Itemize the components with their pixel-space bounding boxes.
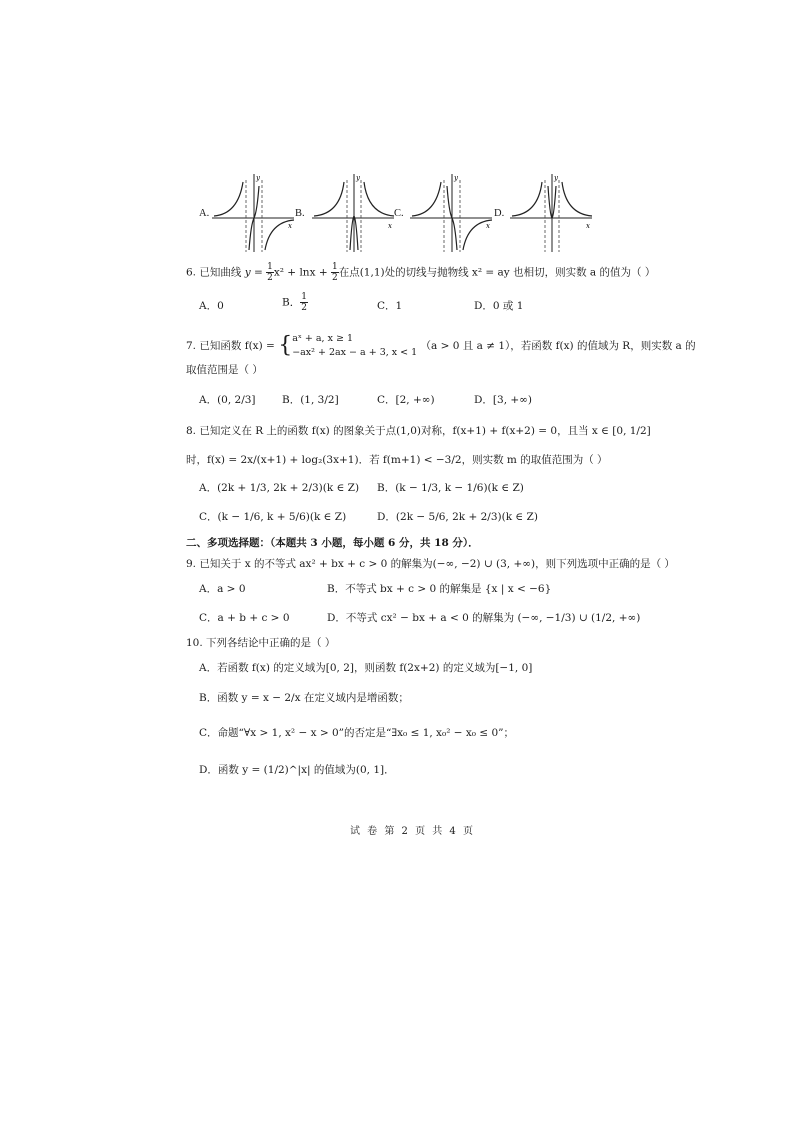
q6-rest: 在点(1,1)处的切线与抛物线 x² = ay 也相切，则实数 a 的值为（ ）	[338, 266, 656, 279]
graph-c-y: y	[454, 174, 458, 182]
q8-option-a: A．(2k + 1/3, 2k + 2/3)(k ∈ Z)	[199, 482, 360, 494]
q6-frac1: $\frac{1}{2}$	[267, 262, 273, 283]
graph-d-y: y	[554, 174, 558, 182]
graph-b-y: y	[356, 174, 360, 182]
graph-label-d: D.	[494, 208, 505, 219]
q9-stem: 9. 已知关于 x 的不等式 ax² + bx + c > 0 的解集为(−∞, −2) ∪ (3, +∞)，则下列选项中正确的是（ ）	[186, 558, 675, 570]
q10-stem: 10. 下列各结论中正确的是（ ）	[186, 637, 336, 649]
q7-prefix: 7. 已知函数 f(x) =	[186, 340, 275, 352]
q7-rest: （a > 0 且 a ≠ 1），若函数 f(x) 的值域为 R，则实数 a 的	[420, 340, 696, 352]
q7-stem: 7. 已知函数 f(x) = { aˣ + a, x ≥ 1 −ax² + 2ax − a + 3, x < 1 （a > 0 且 a ≠ 1），若函数 f(x) 的值域为 R，则实数 a 的	[186, 333, 696, 358]
q6-frac2: $\frac{1}{2}$	[331, 262, 338, 283]
q7-option-b: B．(1, 3/2]	[282, 394, 339, 406]
graph-label-a: A.	[199, 208, 210, 219]
q6-option-d: D．0 或 1	[474, 300, 524, 312]
graph-a-y: y	[256, 174, 260, 182]
q7-case1: aˣ + a, x ≥ 1	[292, 333, 353, 344]
graph-label-b: B.	[295, 208, 305, 219]
graph-b	[310, 172, 396, 254]
q6-mid: x² + lnx +	[273, 266, 331, 279]
q7-option-c: C．[2, +∞)	[377, 394, 435, 406]
q9-option-d: D．不等式 cx² − bx + a < 0 的解集为 (−∞, −1/3) ∪ (1/2, +∞)	[327, 612, 641, 624]
q9-option-a: A．a > 0	[199, 583, 246, 595]
q10-option-b: B．函数 y = x − 2/x 在定义域内是增函数；	[199, 692, 409, 704]
graph-label-c: C.	[394, 208, 404, 219]
q6-prefix: 6. 已知曲线	[186, 266, 242, 279]
q10-option-a: A．若函数 f(x) 的定义域为[0, 2]，则函数 f(2x+2) 的定义域为[−1, 0]	[199, 662, 533, 674]
graph-d	[508, 172, 594, 254]
q6-option-c: C．1	[377, 300, 403, 312]
q6-option-a: A．0	[199, 300, 224, 312]
q8-option-c: C．(k − 1/6, k + 5/6)(k ∈ Z)	[199, 511, 347, 523]
q7-line2: 取值范围是（ ）	[186, 364, 263, 376]
graph-a	[210, 172, 296, 254]
q10-option-d: D．函数 y = (1/2)^|x| 的值域为(0, 1]．	[199, 764, 395, 776]
graph-c-x: x	[486, 222, 490, 230]
q7-case2: −ax² + 2ax − a + 3, x < 1	[292, 347, 418, 358]
q6-curve: y =	[244, 266, 267, 279]
q6-option-b: B． $\frac{1}{2}$	[282, 292, 307, 313]
q7-option-a: A．(0, 2/3]	[199, 394, 256, 406]
q8-option-b: B．(k − 1/3, k − 1/6)(k ∈ Z)	[377, 482, 524, 494]
graph-a-x: x	[288, 222, 292, 230]
q8-line2: 时，f(x) = 2x/(x+1) + log₂(3x+1)．若 f(m+1) < −3/2，则实数 m 的取值范围为（ ）	[186, 454, 608, 466]
q7-option-d: D．[3, +∞)	[474, 394, 533, 406]
q8-line1: 8. 已知定义在 R 上的函数 f(x) 的图象关于点(1,0)对称，f(x+1) + f(x+2) = 0，且当 x ∈ [0, 1/2]	[186, 425, 651, 437]
q6-stem	[186, 262, 655, 283]
graph-b-x: x	[388, 222, 392, 230]
section-multi-choice-heading: 二、多项选择题：（本题共 3 小题，每小题 6 分，共 18 分）．	[186, 537, 479, 549]
page-footer: 试 卷 第 2 页 共 4 页	[350, 826, 475, 837]
q9-option-b: B．不等式 bx + c > 0 的解集是 {x | x < −6}	[327, 583, 552, 595]
q9-option-c: C．a + b + c > 0	[199, 612, 290, 624]
q8-option-d: D．(2k − 5/6, 2k + 2/3)(k ∈ Z)	[377, 511, 538, 523]
graph-c	[408, 172, 494, 254]
q10-option-c: C．命题“∀x > 1, x² − x > 0”的否定是“∃x₀ ≤ 1, x₀² − x₀ ≤ 0”；	[199, 727, 515, 739]
graph-d-x: x	[586, 222, 590, 230]
